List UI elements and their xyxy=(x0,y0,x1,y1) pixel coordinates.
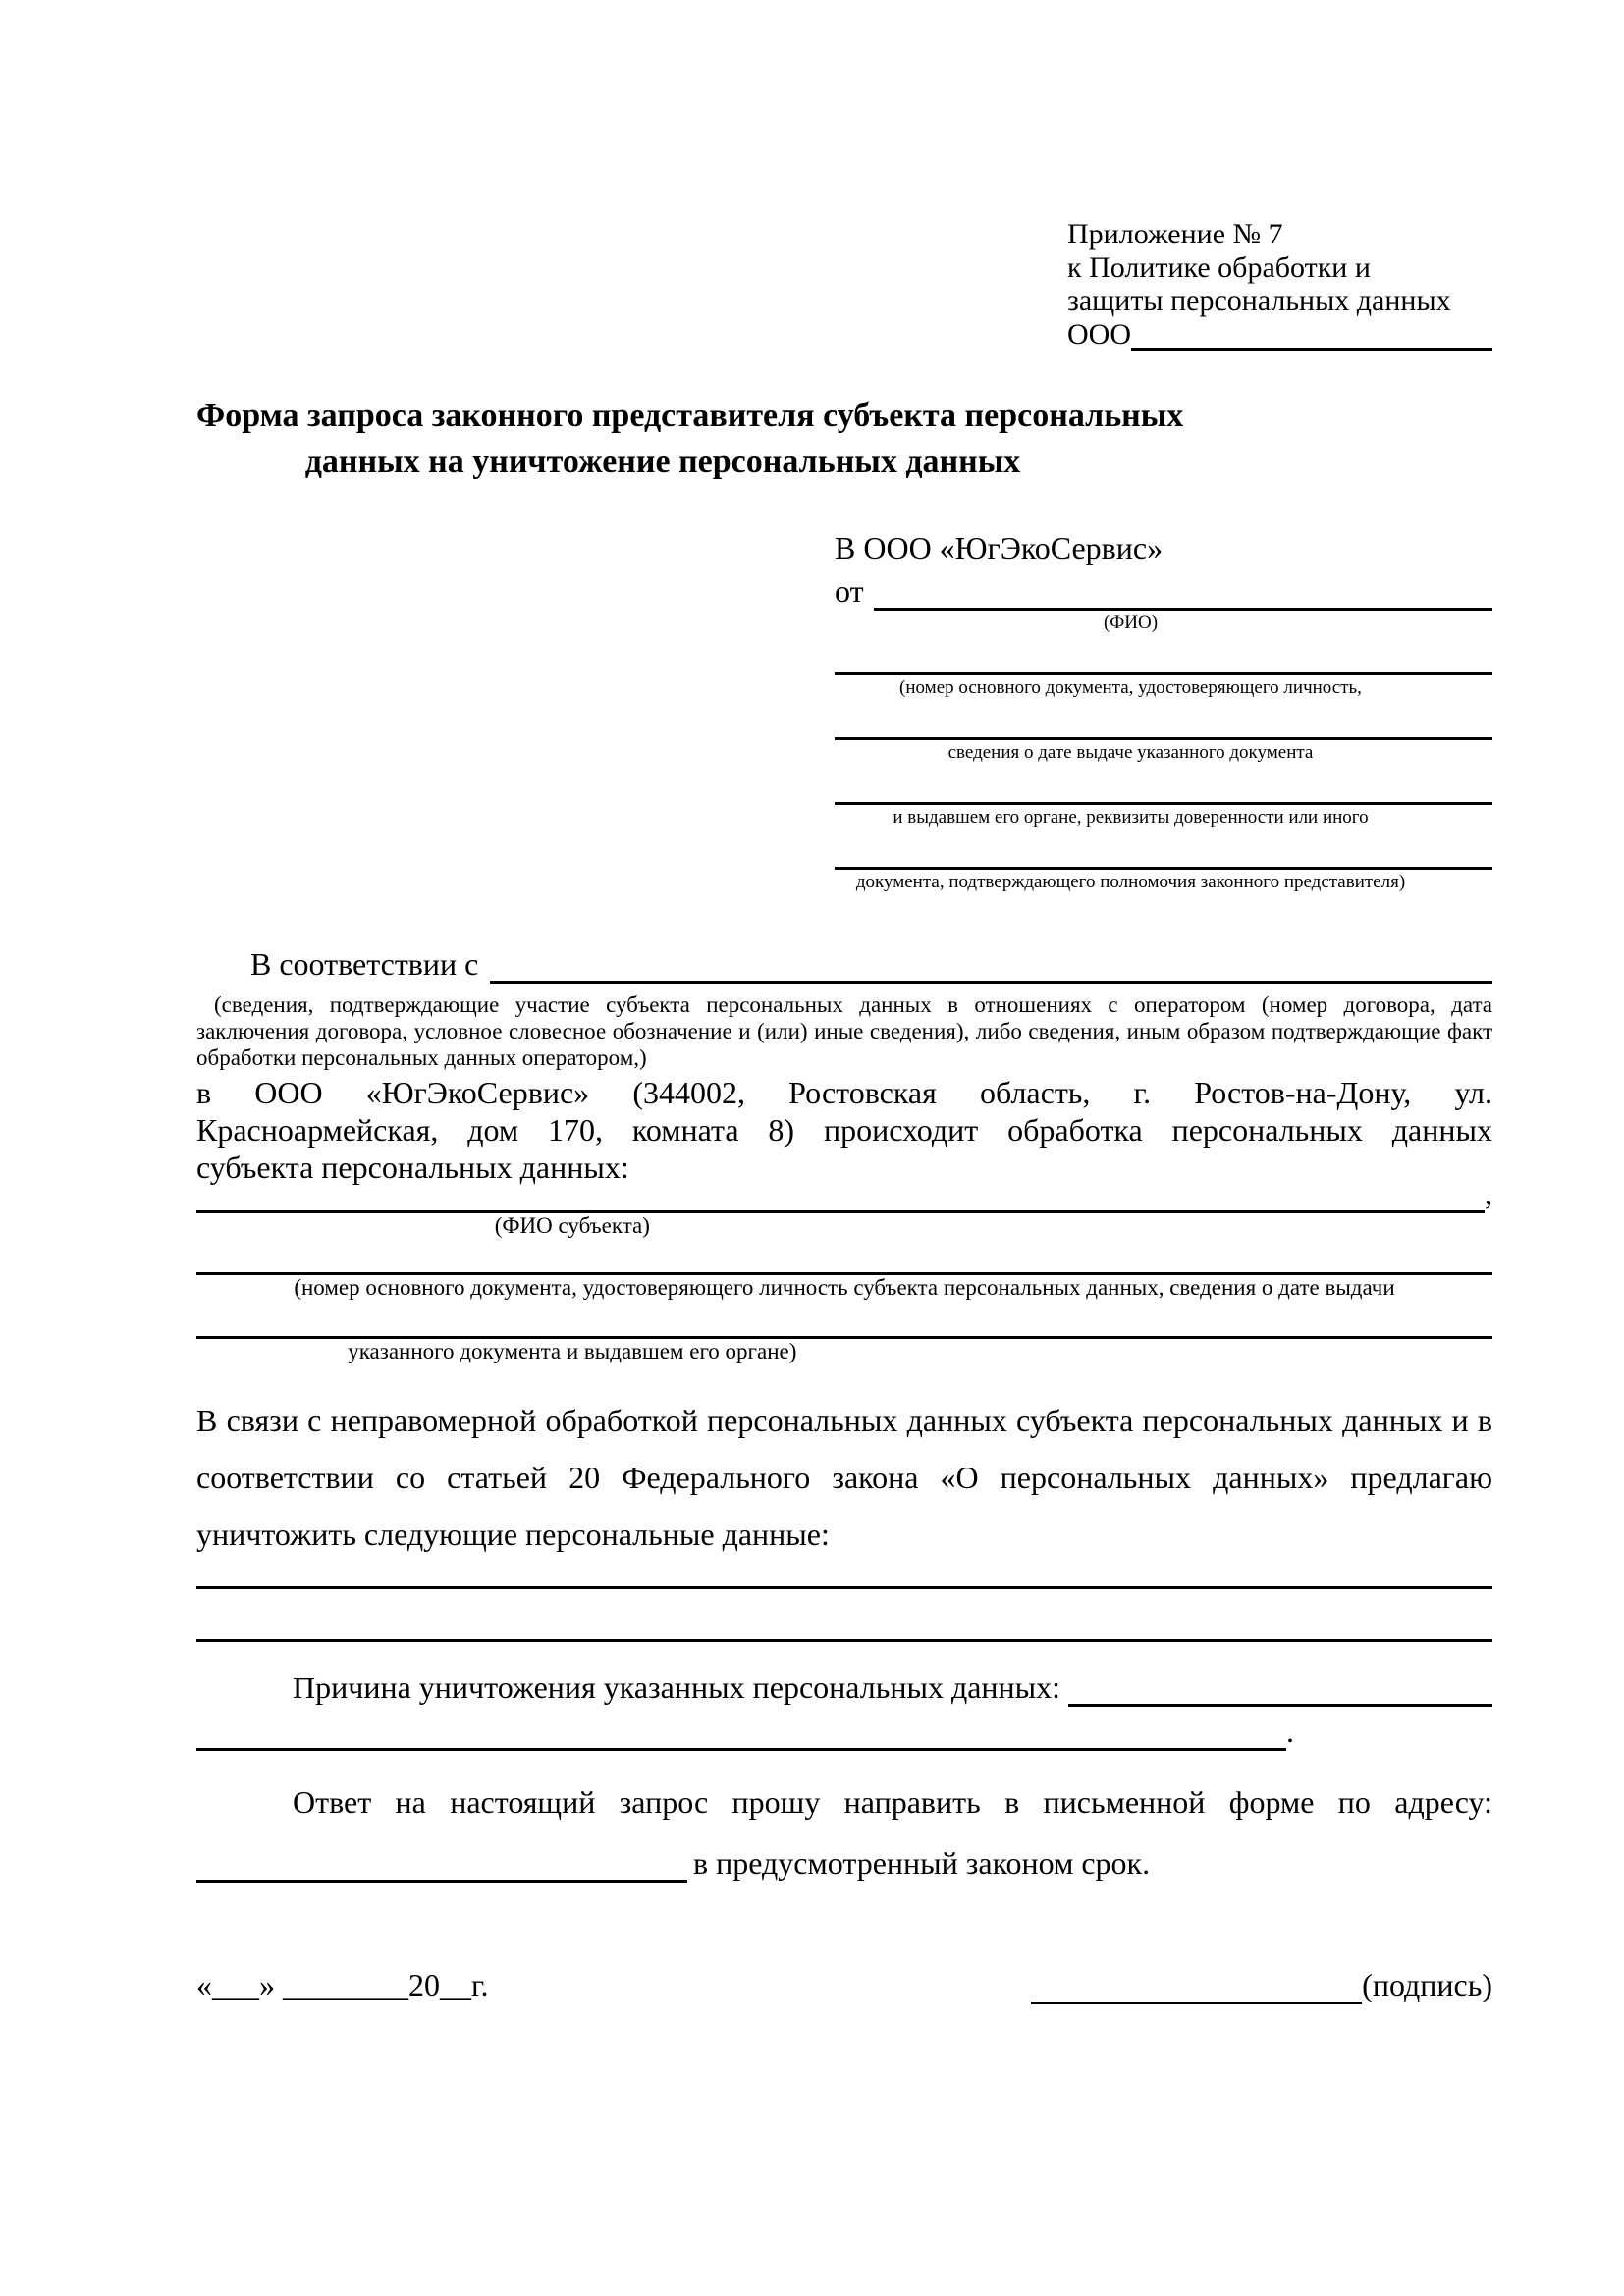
power-of-attorney-field[interactable] xyxy=(835,830,1492,870)
response-tail: в предусмотренный законом срок. xyxy=(693,1845,1151,1881)
reason-label: Причина уничтожения указанных персональных данных: xyxy=(293,1670,1061,1705)
reason-field[interactable] xyxy=(1068,1704,1492,1707)
addressee-block xyxy=(835,528,1492,895)
caption-subject-issuing-authority: указанного документа и выдавшем его органе) xyxy=(348,1339,797,1363)
reason-period: . xyxy=(1286,1714,1294,1749)
appendix-number-line: Приложение № 7 xyxy=(1067,218,1283,250)
personal-data-field-1[interactable] xyxy=(196,1563,1492,1589)
subject-fio-row xyxy=(196,1176,1492,1213)
date-field[interactable]: «___» ________20__г. xyxy=(196,1967,489,2002)
accordance-label: В соответствии с xyxy=(250,946,479,982)
address-field[interactable] xyxy=(196,1880,687,1883)
caption-document-number: (номер основного документа, удостоверяющего личность, xyxy=(899,677,1362,698)
caption-authority-document: документа, подтверждающего полномочия законного представителя) xyxy=(855,872,1406,892)
company-label: ООО xyxy=(1067,318,1131,350)
subject-fio-comma: , xyxy=(1485,1176,1492,1211)
fine-print-line-1: (сведения, подтверждающие участие субъекта персональных данных в отношениях с оператором (номер договора, дата xyxy=(214,992,1492,1017)
signature-group xyxy=(1031,1965,1492,2004)
form-title-line-1: Форма запроса законного представителя субъекта персональных xyxy=(196,398,1184,434)
request-paragraph: В связи с неправомерной обработкой персональных данных субъекта персональных данных и в соответствии со статьей 20 Федерального закона «О персональных данных» предлагаю уничтожить следующие персональные данные: xyxy=(196,1403,1492,1552)
signature-field[interactable] xyxy=(1031,2002,1362,2004)
personal-data-field-2[interactable] xyxy=(196,1589,1492,1642)
policy-line-1: к Политике обработки и xyxy=(1067,251,1371,284)
operator-paragraph xyxy=(196,1074,1492,1186)
caption-fio: (ФИО) xyxy=(1103,613,1159,633)
addressee-to: В ООО «ЮгЭкоСервис» xyxy=(835,530,1164,565)
fine-print-line-3: обработки персональных данных оператором,) xyxy=(196,1045,647,1070)
subject-document-field[interactable] xyxy=(196,1239,1492,1275)
issuing-authority-field[interactable] xyxy=(835,766,1492,805)
document-issue-date-field[interactable] xyxy=(835,701,1492,740)
form-title xyxy=(196,393,1184,485)
form-title-line-2: данных на уничтожение персональных данных xyxy=(304,444,1021,480)
accordance-fine-print xyxy=(196,991,1492,1071)
reason-field-continuation[interactable] xyxy=(196,1748,1286,1751)
reason-continuation-row xyxy=(196,1707,1492,1751)
company-row xyxy=(1067,318,1492,351)
caption-issue-date: сведения о дате выдаче указанного документа xyxy=(947,742,1314,763)
representative-name-field[interactable] xyxy=(874,608,1492,611)
caption-issuing-authority: и выдавшем его органе, реквизиты доверенности или иного xyxy=(893,807,1369,828)
footer-row xyxy=(196,1959,1492,2004)
accordance-field[interactable] xyxy=(490,981,1492,984)
reason-row xyxy=(196,1672,1492,1707)
from-label: от xyxy=(835,573,864,609)
operator-line-3: субъекта персональных данных: xyxy=(196,1149,629,1185)
signature-caption: (подпись) xyxy=(1362,1967,1492,2002)
caption-subject-fio: (ФИО субъекта) xyxy=(494,1213,650,1238)
appendix-header xyxy=(1067,218,1492,351)
subject-document-field-2[interactable] xyxy=(196,1301,1492,1339)
policy-line-2: защиты персональных данных xyxy=(1067,285,1451,317)
company-name-field[interactable] xyxy=(1131,318,1492,351)
from-row xyxy=(835,567,1492,611)
fine-print-line-2: заключения договора, условное словесное обозначение и (или) иные сведения), либо сведения, иным образом подтверждающие факт xyxy=(196,1019,1492,1043)
operator-line-1: в ООО «ЮгЭкоСервис» (344002, Ростовская область, г. Ростов-на-Дону, ул. xyxy=(196,1075,1492,1110)
operator-line-2: Красноармейская, дом 170, комната 8) происходит обработка персональных данных xyxy=(196,1112,1492,1148)
caption-subject-document: (номер основного документа, удостоверяющего личность субъекта персональных данных, сведения о дате выдачи xyxy=(294,1275,1395,1300)
subject-fio-field[interactable] xyxy=(196,1210,1485,1213)
response-address-row xyxy=(196,1838,1492,1883)
representative-document-field[interactable] xyxy=(835,636,1492,675)
response-paragraph: Ответ на настоящий запрос прошу направить в письменной форме по адресу: xyxy=(293,1785,1492,1820)
accordance-row xyxy=(196,946,1492,984)
